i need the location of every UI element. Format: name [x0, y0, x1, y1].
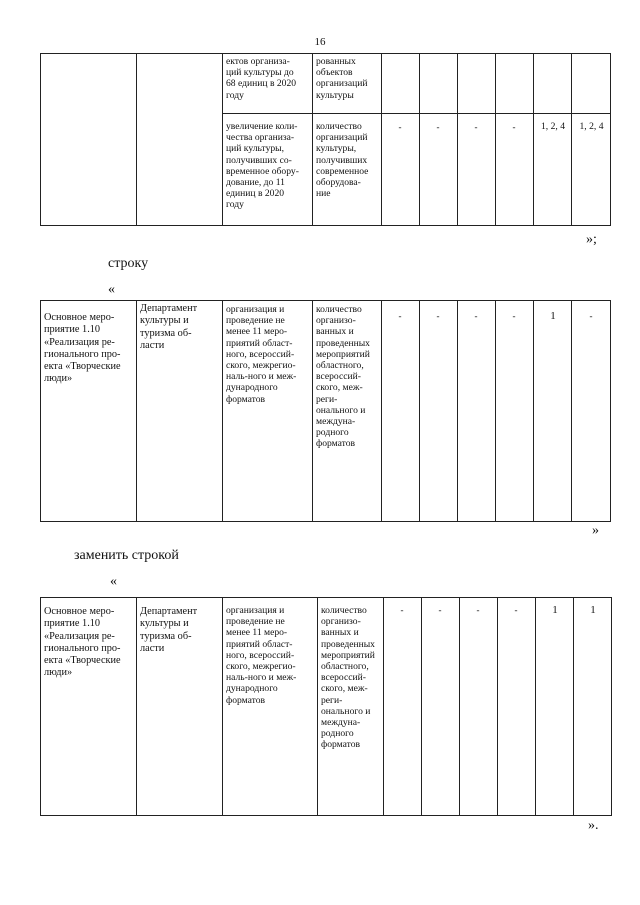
table-cell-value: -: [438, 605, 442, 615]
table-cell-executor: Департамент культуры и туризма об- ласти: [140, 303, 198, 351]
table-cell-unit: рованных объектов организаций культуры: [316, 56, 368, 101]
table-cell-value: -: [474, 122, 478, 132]
table-cell-indicator: организация и проведение не менее 11 меро- приятий област- ного, всероссий- ского, межрегио- наль-ного и меж- дународного форматов: [226, 605, 297, 706]
text-stroku: строку: [108, 256, 149, 271]
table-cell-unit: количество организо- ванных и проведенных мероприятий областного, всероссий- ского, меж- реги- онального и междуна- родного форматов: [321, 605, 375, 751]
table-cell-value: 1, 2, 4: [541, 121, 565, 132]
table-cell-value: 1: [550, 310, 556, 322]
table-cell-value: -: [398, 311, 402, 321]
table-cell-value: -: [514, 605, 518, 615]
table-cell-value: 1: [590, 604, 596, 616]
table-cell-value: -: [436, 311, 440, 321]
table-cell-value: -: [474, 311, 478, 321]
table-cell-value: -: [398, 122, 402, 132]
text-replace: заменить строкой: [74, 548, 179, 563]
table-cell-value: -: [512, 311, 516, 321]
table-cell-value: -: [400, 605, 404, 615]
table-cell-indicator: увеличение коли- чества организа- ций культуры, получивших со- временное обору- дование, до 11 единиц в 2020 году: [226, 121, 299, 211]
table-cell-unit: количество организаций культуры, получивших современное оборудова- ние: [316, 121, 369, 200]
table-cell-indicator: организация и проведение не менее 11 меро- приятий област- ного, всероссий- ского, межрегио- наль-ного и меж- дународного форматов: [226, 304, 297, 405]
opening-quote-1: «: [108, 282, 115, 297]
table-cell-indicator: ектов организа- ций культуры до 68 единиц в 2020 году: [226, 56, 297, 101]
table-cell-value: -: [476, 605, 480, 615]
table-cell-executor: Департамент культуры и туризма об- ласти: [140, 606, 198, 654]
closing-quote-1: »;: [586, 232, 597, 247]
closing-quote-3: ».: [588, 818, 599, 833]
table-cell-event: Основное меро- приятие 1.10 «Реализация ре- гионального про- екта «Творческие люди»: [44, 606, 121, 679]
table-cell-value: -: [436, 122, 440, 132]
closing-quote-2: »: [592, 523, 599, 538]
page-number: 16: [314, 36, 326, 48]
opening-quote-2: «: [110, 574, 117, 589]
table-cell-event: Основное меро- приятие 1.10 «Реализация ре- гионального про- екта «Творческие люди»: [44, 312, 121, 385]
table-cell-value: 1, 2, 4: [579, 121, 604, 132]
table-cell-value: 1: [552, 604, 558, 616]
table-cell-value: -: [589, 311, 593, 321]
table-cell-value: -: [512, 122, 516, 132]
table-cell-unit: количество организо- ванных и проведенных мероприятий областного, всероссий- ского, меж- реги- онального и междуна- родного форматов: [316, 304, 370, 450]
